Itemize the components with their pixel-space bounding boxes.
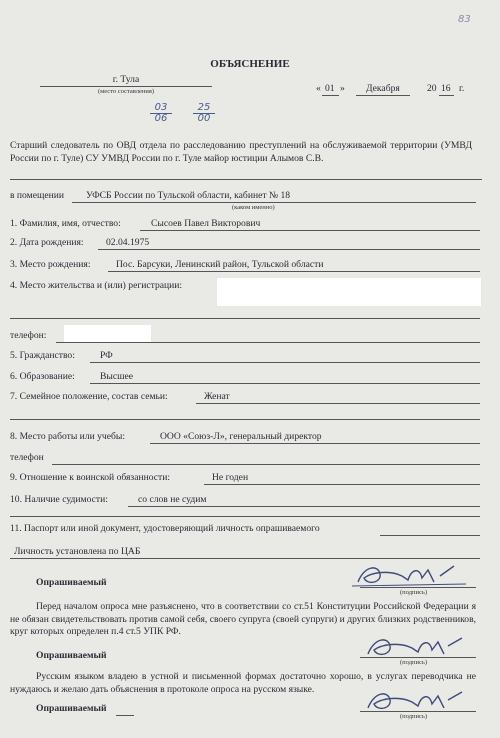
- signature-caption-2: (подпись): [400, 659, 427, 666]
- room-caption: (каком именно): [232, 204, 275, 211]
- work-value: ООО «Союз-Л», генеральный директор: [160, 431, 322, 442]
- room-value: УФСБ России по Тульской области, кабинет № 18: [86, 190, 291, 201]
- passport-line: [380, 535, 480, 536]
- date-open-quote: «: [316, 83, 321, 94]
- dob-line: [98, 249, 480, 250]
- date-month-line: [356, 95, 410, 96]
- dob-value: 02.04.1975: [106, 237, 150, 248]
- citizenship-label: 5. Гражданство:: [10, 350, 75, 361]
- family-label: 7. Семейное положение, состав семьи:: [10, 391, 168, 402]
- passport-label: 11. Паспорт или иной документ, удостоверяющий личность опрашиваемого: [10, 523, 320, 534]
- work-line: [150, 443, 480, 444]
- investigator-text: Старший следователь по ОВД отдела по расследованию преступлений на обслуживаемой территории (УМВД России по г. Туле) СУ УМВД России по г. Туле майор юстиции Алымов С.В.: [10, 140, 472, 164]
- conviction-line: [128, 506, 480, 507]
- education-value: Высшее: [100, 371, 134, 382]
- place-caption: (место составления): [97, 88, 155, 95]
- family-value: Женат: [204, 391, 230, 402]
- work-phone-label: телефон: [10, 452, 44, 463]
- date-day-line: [322, 95, 339, 96]
- fio-label: 1. Фамилия, имя, отчество:: [10, 218, 121, 229]
- date-month: Декабря: [366, 83, 400, 94]
- military-value: Не годен: [212, 472, 249, 483]
- citizenship-value: РФ: [100, 350, 113, 361]
- rights-text: Перед началом опроса мне разъяснено, что в соответствии со ст.51 Конституции Российской Федерации я не обязан свидетельствовать против самой себя, своего супруга (своей супруги) и других близких родственников, круг которых определен п.4 ст.5 УПК РФ.: [10, 601, 476, 637]
- respondent-label-2: Опрашиваемый: [36, 650, 107, 661]
- room-label: в помещении: [10, 190, 65, 201]
- room-line: [72, 202, 476, 203]
- pob-value: Пос. Барсуки, Ленинский район, Тульской области: [116, 259, 324, 270]
- identity-line: [10, 558, 480, 559]
- date-year-prefix: 20: [427, 83, 437, 94]
- family-line: [196, 403, 480, 404]
- pob-line: [108, 271, 480, 272]
- signature-line-1: [360, 587, 476, 588]
- respondent-blank-3: [116, 715, 134, 716]
- respondent-label-1: Опрашиваемый: [36, 577, 107, 588]
- date-close-quote: »: [340, 83, 345, 94]
- signature-line-2: [360, 657, 476, 658]
- time-end-h: 25: [197, 102, 211, 113]
- education-line: [90, 383, 480, 384]
- signature-caption-3: (подпись): [400, 713, 427, 720]
- date-day: 01: [325, 83, 335, 94]
- work-label: 8. Место работы или учебы:: [10, 431, 125, 442]
- signature-1: [350, 560, 470, 590]
- fio-value: Сысоев Павел Викторович: [151, 218, 261, 229]
- conviction-label: 10. Наличие судимости:: [10, 494, 108, 505]
- date-year: 16: [441, 83, 451, 94]
- work-phone-line: [52, 464, 480, 465]
- time-start-h: 03: [154, 102, 168, 113]
- fio-line: [140, 230, 480, 231]
- time-start-m: 06: [150, 113, 172, 124]
- signature-line-3: [360, 711, 476, 712]
- address-redaction: [217, 278, 481, 306]
- investigator-line: [10, 179, 482, 180]
- phone-redaction: [64, 325, 151, 342]
- time-start: [150, 103, 172, 124]
- time-end: [193, 103, 215, 124]
- page-number: 83: [458, 14, 471, 25]
- citizenship-line: [90, 362, 480, 363]
- respondent-label-3: Опрашиваемый: [36, 703, 107, 714]
- time-end-m: 00: [193, 113, 215, 124]
- date-year-line: [439, 95, 454, 96]
- conviction-line-2: [10, 516, 480, 517]
- place-line: [40, 86, 212, 87]
- document-title: ОБЪЯСНЕНИЕ: [210, 58, 290, 70]
- phone-label: телефон:: [10, 330, 47, 341]
- place-value: г. Тула: [112, 74, 140, 85]
- date-year-suffix: г.: [459, 83, 465, 94]
- military-line: [204, 484, 480, 485]
- military-label: 9. Отношение к воинской обязанности:: [10, 472, 171, 483]
- phone-line: [56, 342, 480, 343]
- pob-label: 3. Место рождения:: [10, 259, 91, 270]
- identity-value: Личность установлена по ЦАБ: [14, 546, 141, 557]
- address-line: [10, 318, 480, 319]
- family-line-2: [10, 419, 480, 420]
- language-text: Русским языком владею в устной и письменной формах достаточно хорошо, в услугах переводчика не нуждаюсь и желаю дать объяснения в протоколе опроса на русском языке.: [10, 671, 476, 695]
- education-label: 6. Образование:: [10, 371, 75, 382]
- dob-label: 2. Дата рождения:: [10, 237, 84, 248]
- signature-caption-1: (подпись): [400, 589, 427, 596]
- conviction-value: со слов не судим: [138, 494, 207, 505]
- address-label: 4. Место жительства и (или) регистрации:: [10, 280, 183, 291]
